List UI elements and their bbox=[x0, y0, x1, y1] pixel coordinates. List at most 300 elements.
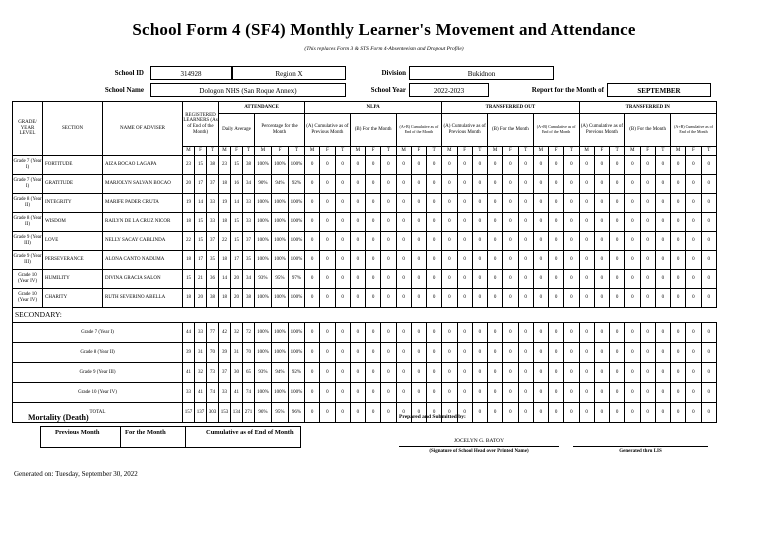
zero-cell: 0 bbox=[335, 383, 350, 403]
section-cell: LOVE bbox=[43, 232, 103, 251]
zero-cell: 0 bbox=[518, 270, 533, 289]
zero-cell: 0 bbox=[549, 270, 564, 289]
generated-line bbox=[573, 446, 708, 447]
zero-cell: 0 bbox=[640, 403, 655, 423]
zero-cell: 0 bbox=[366, 323, 381, 343]
zero-cell: 0 bbox=[472, 289, 487, 308]
zero-cell: 0 bbox=[610, 213, 625, 232]
mft-header: F bbox=[411, 147, 426, 156]
zero-cell: 0 bbox=[366, 289, 381, 308]
pct-cell: 100% bbox=[272, 323, 289, 343]
pct-cell: 100% bbox=[289, 194, 305, 213]
mortality-label: Mortality (Death) bbox=[28, 413, 89, 422]
zero-cell: 0 bbox=[335, 363, 350, 383]
pct-cell: 100% bbox=[272, 383, 289, 403]
pct-cell: 100% bbox=[255, 213, 272, 232]
avg-cell: 271 bbox=[243, 403, 255, 423]
zero-cell: 0 bbox=[671, 175, 686, 194]
zero-cell: 0 bbox=[701, 213, 716, 232]
pct-cell: 100% bbox=[272, 343, 289, 363]
zero-cell: 0 bbox=[594, 383, 609, 403]
zero-cell: 0 bbox=[472, 270, 487, 289]
zero-cell: 0 bbox=[457, 270, 472, 289]
zero-cell: 0 bbox=[457, 403, 472, 423]
mft-header: M bbox=[625, 147, 640, 156]
avg-cell: 35 bbox=[243, 251, 255, 270]
avg-cell: 33 bbox=[219, 383, 231, 403]
reg-cell: 17 bbox=[195, 251, 207, 270]
table-row bbox=[13, 194, 717, 213]
mft-header: T bbox=[472, 147, 487, 156]
avg-cell: 34 bbox=[243, 270, 255, 289]
reg-cell: 31 bbox=[195, 343, 207, 363]
mortality-box bbox=[40, 426, 301, 448]
adviser-cell: NELLY SACAY CABLINDA bbox=[103, 232, 183, 251]
zero-cell: 0 bbox=[594, 175, 609, 194]
pct-cell: 100% bbox=[289, 383, 305, 403]
grade-cell: Grade 8 (Year II) bbox=[13, 213, 43, 232]
reg-cell: 36 bbox=[207, 270, 219, 289]
avg-cell: 14 bbox=[219, 270, 231, 289]
zero-cell: 0 bbox=[549, 403, 564, 423]
avg-cell: 22 bbox=[219, 232, 231, 251]
zero-cell: 0 bbox=[549, 251, 564, 270]
mft-header: T bbox=[243, 147, 255, 156]
avg-cell: 19 bbox=[219, 194, 231, 213]
zero-cell: 0 bbox=[305, 270, 320, 289]
mft-header: M bbox=[305, 147, 320, 156]
zero-cell: 0 bbox=[472, 232, 487, 251]
zero-cell: 0 bbox=[671, 289, 686, 308]
summary-label: Grade 10 (Year IV) bbox=[13, 383, 183, 403]
pct-cell: 100% bbox=[255, 289, 272, 308]
zero-cell: 0 bbox=[472, 251, 487, 270]
avg-cell: 15 bbox=[231, 232, 243, 251]
zero-cell: 0 bbox=[381, 251, 396, 270]
zero-cell: 0 bbox=[518, 383, 533, 403]
zero-cell: 0 bbox=[335, 175, 350, 194]
zero-cell: 0 bbox=[488, 156, 503, 175]
zero-cell: 0 bbox=[533, 383, 548, 403]
zero-cell: 0 bbox=[518, 343, 533, 363]
mft-header: F bbox=[320, 147, 335, 156]
zero-cell: 0 bbox=[640, 323, 655, 343]
zero-cell: 0 bbox=[610, 323, 625, 343]
zero-cell: 0 bbox=[335, 343, 350, 363]
adviser-cell: MARJOLYN SALVAN BOCAO bbox=[103, 175, 183, 194]
zero-cell: 0 bbox=[350, 175, 365, 194]
col-section: SECTION bbox=[43, 102, 103, 156]
mft-header: T bbox=[655, 147, 670, 156]
summary-row bbox=[13, 383, 717, 403]
reg-cell: 74 bbox=[207, 383, 219, 403]
col-percentage: Percentage for the Month bbox=[255, 114, 305, 147]
signature-caption: (Signature of School Head over Printed Name) bbox=[429, 449, 529, 454]
zero-cell: 0 bbox=[366, 251, 381, 270]
reg-cell: 303 bbox=[207, 403, 219, 423]
zero-cell: 0 bbox=[610, 232, 625, 251]
zero-cell: 0 bbox=[503, 323, 518, 343]
zero-cell: 0 bbox=[594, 363, 609, 383]
zero-cell: 0 bbox=[320, 403, 335, 423]
zero-cell: 0 bbox=[701, 323, 716, 343]
mft-header: F bbox=[457, 147, 472, 156]
zero-cell: 0 bbox=[411, 213, 426, 232]
mft-header: T bbox=[289, 147, 305, 156]
zero-cell: 0 bbox=[701, 232, 716, 251]
avg-cell: 18 bbox=[219, 175, 231, 194]
zero-cell: 0 bbox=[472, 323, 487, 343]
zero-cell: 0 bbox=[366, 175, 381, 194]
zero-cell: 0 bbox=[472, 403, 487, 423]
mft-header: F bbox=[503, 147, 518, 156]
zero-cell: 0 bbox=[335, 403, 350, 423]
zero-cell: 0 bbox=[701, 403, 716, 423]
mft-header: M bbox=[255, 147, 272, 156]
zero-cell: 0 bbox=[625, 383, 640, 403]
zero-cell: 0 bbox=[366, 194, 381, 213]
mft-header: T bbox=[335, 147, 350, 156]
zero-cell: 0 bbox=[472, 343, 487, 363]
mft-header: M bbox=[579, 147, 594, 156]
transferred-out-cum-end: (A+B) Cumulative as of End of the Month bbox=[533, 114, 579, 147]
avg-cell: 134 bbox=[231, 403, 243, 423]
zero-cell: 0 bbox=[701, 289, 716, 308]
zero-cell: 0 bbox=[335, 289, 350, 308]
mft-header: T bbox=[701, 147, 716, 156]
zero-cell: 0 bbox=[610, 251, 625, 270]
zero-cell: 0 bbox=[320, 343, 335, 363]
reg-cell: 33 bbox=[207, 194, 219, 213]
zero-cell: 0 bbox=[503, 213, 518, 232]
zero-cell: 0 bbox=[381, 383, 396, 403]
section-cell: FORTITUDE bbox=[43, 156, 103, 175]
mft-header: F bbox=[272, 147, 289, 156]
reg-cell: 18 bbox=[183, 213, 195, 232]
zero-cell: 0 bbox=[366, 232, 381, 251]
zero-cell: 0 bbox=[610, 156, 625, 175]
zero-cell: 0 bbox=[503, 156, 518, 175]
zero-cell: 0 bbox=[533, 156, 548, 175]
zero-cell: 0 bbox=[442, 213, 457, 232]
reg-cell: 17 bbox=[195, 175, 207, 194]
pct-cell: 96% bbox=[289, 403, 305, 423]
zero-cell: 0 bbox=[655, 383, 670, 403]
zero-cell: 0 bbox=[442, 343, 457, 363]
mft-header: F bbox=[195, 147, 207, 156]
zero-cell: 0 bbox=[427, 403, 442, 423]
zero-cell: 0 bbox=[350, 251, 365, 270]
zero-cell: 0 bbox=[411, 156, 426, 175]
zero-cell: 0 bbox=[625, 194, 640, 213]
col-grade-level: GRADE/ YEAR LEVEL bbox=[13, 102, 43, 156]
school-year-label: School Year bbox=[370, 86, 406, 94]
zero-cell: 0 bbox=[472, 194, 487, 213]
zero-cell: 0 bbox=[701, 251, 716, 270]
zero-cell: 0 bbox=[564, 323, 579, 343]
zero-cell: 0 bbox=[640, 343, 655, 363]
zero-cell: 0 bbox=[396, 270, 411, 289]
zero-cell: 0 bbox=[518, 403, 533, 423]
prepared-by-label: Prepared and Submitted by: bbox=[399, 414, 466, 420]
reg-cell: 41 bbox=[195, 383, 207, 403]
zero-cell: 0 bbox=[472, 213, 487, 232]
zero-cell: 0 bbox=[320, 175, 335, 194]
zero-cell: 0 bbox=[564, 251, 579, 270]
zero-cell: 0 bbox=[503, 175, 518, 194]
zero-cell: 0 bbox=[320, 270, 335, 289]
avg-cell: 20 bbox=[231, 270, 243, 289]
secondary-label: SECONDARY: bbox=[13, 308, 717, 323]
pct-cell: 92% bbox=[289, 363, 305, 383]
zero-cell: 0 bbox=[655, 343, 670, 363]
zero-cell: 0 bbox=[411, 343, 426, 363]
zero-cell: 0 bbox=[579, 363, 594, 383]
zero-cell: 0 bbox=[503, 383, 518, 403]
avg-cell: 23 bbox=[219, 156, 231, 175]
zero-cell: 0 bbox=[518, 251, 533, 270]
zero-cell: 0 bbox=[503, 403, 518, 423]
mft-header: M bbox=[671, 147, 686, 156]
zero-cell: 0 bbox=[594, 270, 609, 289]
zero-cell: 0 bbox=[305, 194, 320, 213]
zero-cell: 0 bbox=[396, 289, 411, 308]
zero-cell: 0 bbox=[549, 194, 564, 213]
zero-cell: 0 bbox=[655, 251, 670, 270]
zero-cell: 0 bbox=[320, 383, 335, 403]
zero-cell: 0 bbox=[640, 363, 655, 383]
zero-cell: 0 bbox=[655, 156, 670, 175]
pct-cell: 100% bbox=[289, 232, 305, 251]
zero-cell: 0 bbox=[701, 270, 716, 289]
avg-cell: 33 bbox=[243, 213, 255, 232]
avg-cell: 30 bbox=[231, 363, 243, 383]
zero-cell: 0 bbox=[640, 175, 655, 194]
zero-cell: 0 bbox=[594, 251, 609, 270]
pct-cell: 100% bbox=[272, 213, 289, 232]
zero-cell: 0 bbox=[640, 232, 655, 251]
mft-header: M bbox=[350, 147, 365, 156]
zero-cell: 0 bbox=[503, 232, 518, 251]
zero-cell: 0 bbox=[518, 232, 533, 251]
zero-cell: 0 bbox=[671, 232, 686, 251]
zero-cell: 0 bbox=[610, 383, 625, 403]
zero-cell: 0 bbox=[350, 270, 365, 289]
zero-cell: 0 bbox=[427, 213, 442, 232]
zero-cell: 0 bbox=[320, 194, 335, 213]
zero-cell: 0 bbox=[503, 363, 518, 383]
adviser-cell: ALONA CANTO NADUMA bbox=[103, 251, 183, 270]
pct-cell: 100% bbox=[255, 194, 272, 213]
mft-header: F bbox=[366, 147, 381, 156]
reg-cell: 33 bbox=[195, 323, 207, 343]
zero-cell: 0 bbox=[411, 403, 426, 423]
zero-cell: 0 bbox=[442, 251, 457, 270]
zero-cell: 0 bbox=[335, 232, 350, 251]
zero-cell: 0 bbox=[579, 270, 594, 289]
zero-cell: 0 bbox=[381, 363, 396, 383]
zero-cell: 0 bbox=[396, 156, 411, 175]
zero-cell: 0 bbox=[610, 343, 625, 363]
zero-cell: 0 bbox=[488, 232, 503, 251]
zero-cell: 0 bbox=[350, 383, 365, 403]
zero-cell: 0 bbox=[396, 403, 411, 423]
zero-cell: 0 bbox=[655, 175, 670, 194]
zero-cell: 0 bbox=[427, 363, 442, 383]
zero-cell: 0 bbox=[350, 403, 365, 423]
zero-cell: 0 bbox=[686, 251, 701, 270]
zero-cell: 0 bbox=[335, 270, 350, 289]
zero-cell: 0 bbox=[350, 194, 365, 213]
reg-cell: 23 bbox=[183, 156, 195, 175]
pct-cell: 100% bbox=[255, 251, 272, 270]
zero-cell: 0 bbox=[594, 403, 609, 423]
zero-cell: 0 bbox=[442, 270, 457, 289]
zero-cell: 0 bbox=[625, 213, 640, 232]
zero-cell: 0 bbox=[381, 403, 396, 423]
zero-cell: 0 bbox=[457, 363, 472, 383]
zero-cell: 0 bbox=[701, 383, 716, 403]
col-registered: REGISTERED LEARNERS (As of End of the Month) bbox=[183, 102, 219, 147]
zero-cell: 0 bbox=[655, 232, 670, 251]
reg-cell: 14 bbox=[195, 194, 207, 213]
zero-cell: 0 bbox=[442, 323, 457, 343]
zero-cell: 0 bbox=[564, 289, 579, 308]
pct-cell: 100% bbox=[272, 156, 289, 175]
avg-cell: 15 bbox=[231, 156, 243, 175]
grade-cell: Grade 10 (Year IV) bbox=[13, 289, 43, 308]
zero-cell: 0 bbox=[457, 343, 472, 363]
avg-cell: 18 bbox=[219, 289, 231, 308]
zero-cell: 0 bbox=[701, 194, 716, 213]
zero-cell: 0 bbox=[411, 175, 426, 194]
zero-cell: 0 bbox=[533, 213, 548, 232]
grade-cell: Grade 7 (Year I) bbox=[13, 175, 43, 194]
summary-label: Grade 7 (Year I) bbox=[13, 323, 183, 343]
zero-cell: 0 bbox=[671, 343, 686, 363]
reg-cell: 15 bbox=[195, 232, 207, 251]
pct-cell: 95% bbox=[272, 403, 289, 423]
zero-cell: 0 bbox=[427, 323, 442, 343]
zero-cell: 0 bbox=[701, 175, 716, 194]
zero-cell: 0 bbox=[564, 213, 579, 232]
pct-cell: 96% bbox=[255, 403, 272, 423]
zero-cell: 0 bbox=[549, 323, 564, 343]
zero-cell: 0 bbox=[686, 363, 701, 383]
zero-cell: 0 bbox=[305, 232, 320, 251]
avg-cell: 32 bbox=[231, 323, 243, 343]
reg-cell: 77 bbox=[207, 323, 219, 343]
zero-cell: 0 bbox=[381, 270, 396, 289]
zero-cell: 0 bbox=[366, 343, 381, 363]
zero-cell: 0 bbox=[442, 156, 457, 175]
zero-cell: 0 bbox=[305, 383, 320, 403]
grade-cell: Grade 9 (Year III) bbox=[13, 251, 43, 270]
grade-cell: Grade 8 (Year II) bbox=[13, 194, 43, 213]
summary-row bbox=[13, 343, 717, 363]
adviser-cell: MARIFE PADER CRUTA bbox=[103, 194, 183, 213]
pct-cell: 100% bbox=[289, 289, 305, 308]
zero-cell: 0 bbox=[320, 213, 335, 232]
avg-cell: 37 bbox=[243, 232, 255, 251]
reg-cell: 15 bbox=[183, 270, 195, 289]
zero-cell: 0 bbox=[564, 343, 579, 363]
zero-cell: 0 bbox=[610, 289, 625, 308]
table-row bbox=[13, 270, 717, 289]
zero-cell: 0 bbox=[472, 363, 487, 383]
avg-cell: 70 bbox=[243, 343, 255, 363]
zero-cell: 0 bbox=[579, 194, 594, 213]
zero-cell: 0 bbox=[350, 232, 365, 251]
mft-header: F bbox=[549, 147, 564, 156]
mft-header: T bbox=[518, 147, 533, 156]
avg-cell: 74 bbox=[243, 383, 255, 403]
zero-cell: 0 bbox=[640, 251, 655, 270]
zero-cell: 0 bbox=[488, 323, 503, 343]
zero-cell: 0 bbox=[503, 289, 518, 308]
zero-cell: 0 bbox=[381, 194, 396, 213]
transferred-in-cum-end: (A+B) Cumulative as of End of the Month bbox=[671, 114, 717, 147]
zero-cell: 0 bbox=[564, 194, 579, 213]
pct-cell: 100% bbox=[289, 343, 305, 363]
mft-header: M bbox=[396, 147, 411, 156]
avg-cell: 34 bbox=[243, 175, 255, 194]
grade-cell: Grade 7 (Year I) bbox=[13, 156, 43, 175]
adviser-cell: DIVINA GRACIA SALON bbox=[103, 270, 183, 289]
zero-cell: 0 bbox=[488, 289, 503, 308]
col-daily-average: Daily Average bbox=[219, 114, 255, 147]
section-cell: GRATITUDE bbox=[43, 175, 103, 194]
avg-cell: 39 bbox=[219, 343, 231, 363]
zero-cell: 0 bbox=[671, 363, 686, 383]
mft-header: F bbox=[594, 147, 609, 156]
col-transferred-out: TRANSFERRED OUT bbox=[442, 102, 579, 114]
col-adviser: NAME OF ADVISER bbox=[103, 102, 183, 156]
zero-cell: 0 bbox=[655, 289, 670, 308]
zero-cell: 0 bbox=[518, 289, 533, 308]
zero-cell: 0 bbox=[320, 363, 335, 383]
zero-cell: 0 bbox=[381, 213, 396, 232]
avg-cell: 16 bbox=[231, 175, 243, 194]
zero-cell: 0 bbox=[488, 363, 503, 383]
col-transferred-in: TRANSFERRED IN bbox=[579, 102, 716, 114]
zero-cell: 0 bbox=[640, 270, 655, 289]
zero-cell: 0 bbox=[625, 232, 640, 251]
zero-cell: 0 bbox=[655, 403, 670, 423]
zero-cell: 0 bbox=[381, 289, 396, 308]
zero-cell: 0 bbox=[366, 363, 381, 383]
zero-cell: 0 bbox=[396, 175, 411, 194]
zero-cell: 0 bbox=[564, 270, 579, 289]
report-month-value: SEPTEMBER bbox=[607, 83, 711, 97]
zero-cell: 0 bbox=[610, 363, 625, 383]
pct-cell: 100% bbox=[272, 289, 289, 308]
zero-cell: 0 bbox=[411, 270, 426, 289]
zero-cell: 0 bbox=[671, 156, 686, 175]
mft-header: T bbox=[610, 147, 625, 156]
transferred-out-for-month: (B) For the Month bbox=[488, 114, 534, 147]
zero-cell: 0 bbox=[442, 383, 457, 403]
mft-header: M bbox=[183, 147, 195, 156]
zero-cell: 0 bbox=[427, 343, 442, 363]
summary-row bbox=[13, 403, 717, 423]
zero-cell: 0 bbox=[701, 156, 716, 175]
reg-cell: 35 bbox=[207, 251, 219, 270]
zero-cell: 0 bbox=[442, 363, 457, 383]
pct-cell: 94% bbox=[272, 175, 289, 194]
reg-cell: 18 bbox=[183, 289, 195, 308]
zero-cell: 0 bbox=[625, 289, 640, 308]
